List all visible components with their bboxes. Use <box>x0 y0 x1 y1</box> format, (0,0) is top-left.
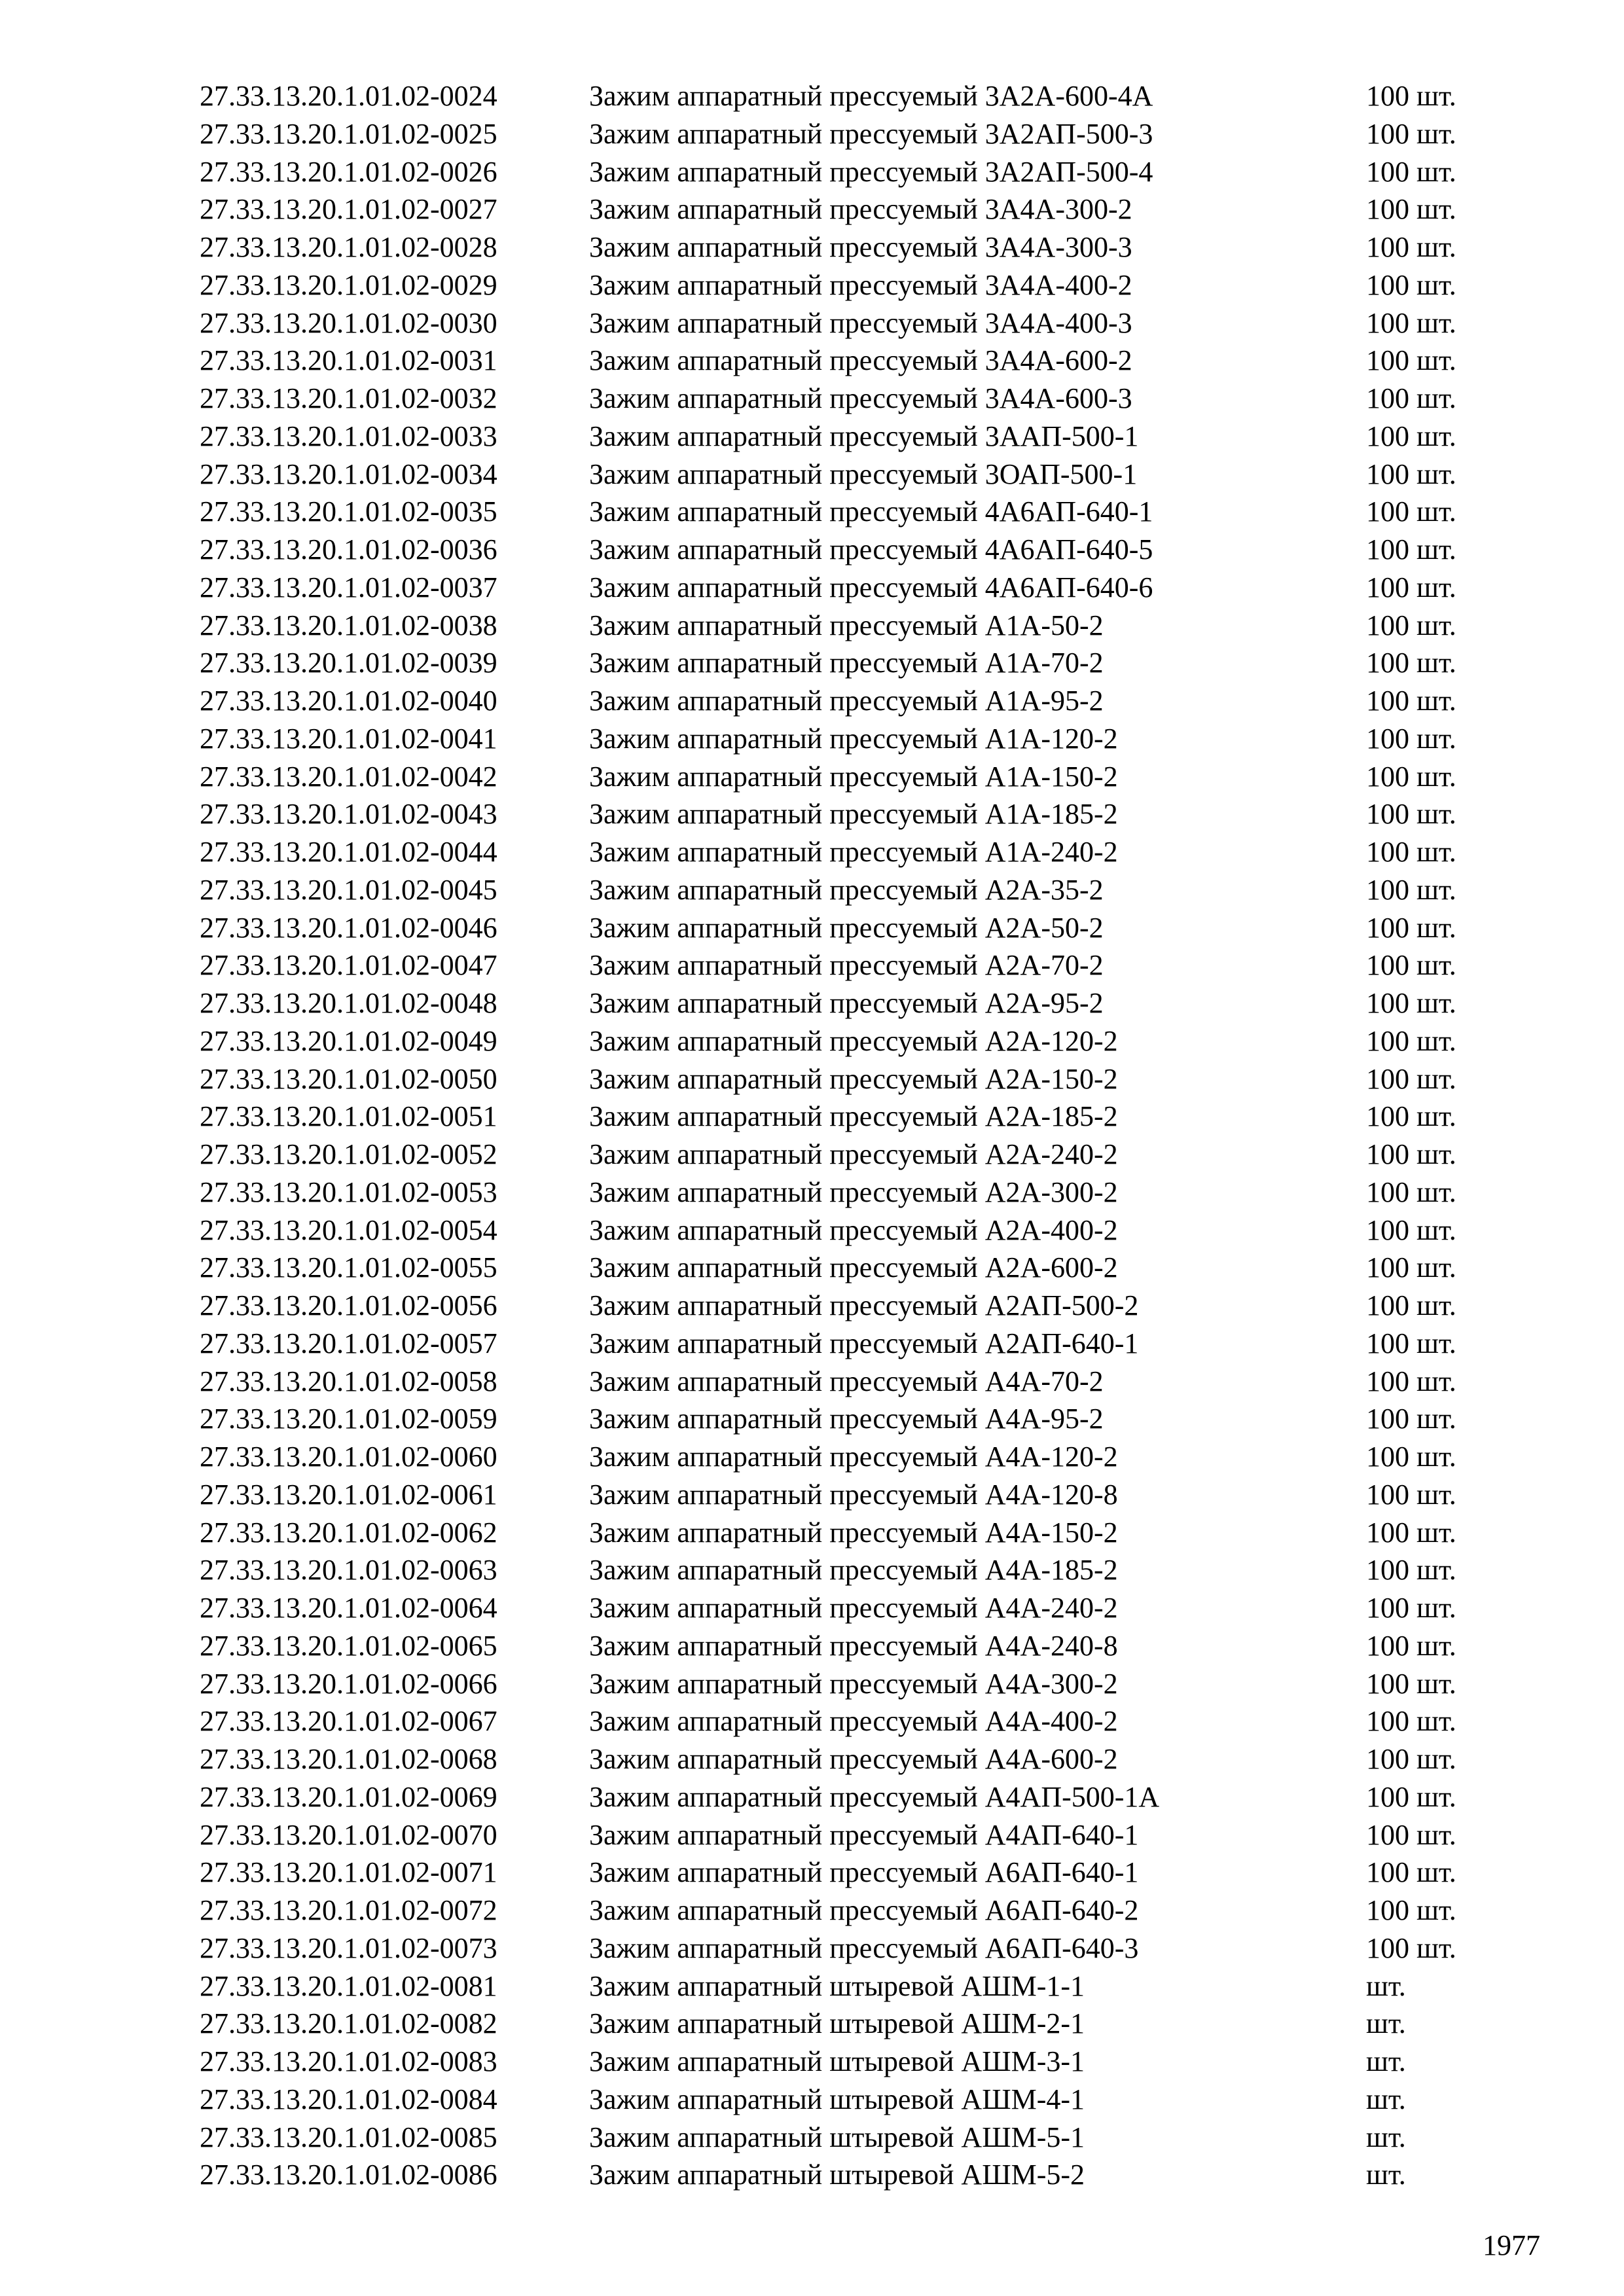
item-code: 27.33.13.20.1.01.02-0047 <box>200 949 497 982</box>
item-code: 27.33.13.20.1.01.02-0082 <box>200 2007 497 2040</box>
item-unit: 100 шт. <box>1366 1894 1456 1926</box>
item-unit: 100 шт. <box>1366 193 1456 226</box>
item-unit: 100 шт. <box>1366 760 1456 793</box>
item-description: Зажим аппаратный прессуемый А4А-70-2 <box>589 1365 1104 1397</box>
item-description: Зажим аппаратный прессуемый А2А-50-2 <box>589 911 1104 944</box>
item-unit: 100 шт. <box>1366 1931 1456 1964</box>
item-description: Зажим аппаратный прессуемый А4А-300-2 <box>589 1667 1118 1700</box>
item-description: Зажим аппаратный штыревой АШМ-4-1 <box>589 2083 1085 2115</box>
item-description: Зажим аппаратный прессуемый А4А-600-2 <box>589 1743 1118 1775</box>
item-unit: 100 шт. <box>1366 1403 1456 1435</box>
item-code: 27.33.13.20.1.01.02-0065 <box>200 1629 497 1662</box>
item-description: Зажим аппаратный прессуемый А2А-120-2 <box>589 1024 1118 1057</box>
item-unit: 100 шт. <box>1366 1856 1456 1889</box>
item-code: 27.33.13.20.1.01.02-0084 <box>200 2083 497 2115</box>
item-unit: 100 шт. <box>1366 873 1456 906</box>
item-code: 27.33.13.20.1.01.02-0051 <box>200 1100 497 1133</box>
item-description: Зажим аппаратный прессуемый А2А-185-2 <box>589 1100 1118 1133</box>
item-unit: 100 шт. <box>1366 1629 1456 1662</box>
item-unit: 100 шт. <box>1366 1667 1456 1700</box>
item-code: 27.33.13.20.1.01.02-0026 <box>200 155 497 188</box>
item-description: Зажим аппаратный прессуемый А1А-150-2 <box>589 760 1118 793</box>
item-code: 27.33.13.20.1.01.02-0066 <box>200 1667 497 1700</box>
item-description: Зажим аппаратный прессуемый 3А4А-300-3 <box>589 231 1132 263</box>
item-code: 27.33.13.20.1.01.02-0052 <box>200 1138 497 1170</box>
item-code: 27.33.13.20.1.01.02-0028 <box>200 231 497 263</box>
item-code: 27.33.13.20.1.01.02-0025 <box>200 117 497 150</box>
item-code: 27.33.13.20.1.01.02-0057 <box>200 1327 497 1359</box>
item-description: Зажим аппаратный прессуемый А1А-50-2 <box>589 609 1104 641</box>
item-unit: 100 шт. <box>1366 798 1456 831</box>
item-code: 27.33.13.20.1.01.02-0034 <box>200 457 497 490</box>
item-description: Зажим аппаратный прессуемый 3А4А-600-2 <box>589 344 1132 377</box>
item-code: 27.33.13.20.1.01.02-0062 <box>200 1516 497 1549</box>
item-code: 27.33.13.20.1.01.02-0043 <box>200 798 497 831</box>
item-unit: 100 шт. <box>1366 1100 1456 1133</box>
item-code: 27.33.13.20.1.01.02-0058 <box>200 1365 497 1397</box>
item-unit: 100 шт. <box>1366 836 1456 868</box>
item-description: Зажим аппаратный прессуемый 3А2АП-500-3 <box>589 117 1153 150</box>
item-unit: 100 шт. <box>1366 1554 1456 1587</box>
item-code: 27.33.13.20.1.01.02-0067 <box>200 1705 497 1738</box>
item-unit: шт. <box>1366 2007 1406 2040</box>
item-description: Зажим аппаратный прессуемый А2А-300-2 <box>589 1175 1118 1208</box>
item-description: Зажим аппаратный штыревой АШМ-3-1 <box>589 2045 1085 2077</box>
item-unit: 100 шт. <box>1366 1743 1456 1775</box>
item-code: 27.33.13.20.1.01.02-0056 <box>200 1289 497 1321</box>
item-description: Зажим аппаратный прессуемый А4А-95-2 <box>589 1403 1104 1435</box>
item-code: 27.33.13.20.1.01.02-0060 <box>200 1441 497 1473</box>
item-description: Зажим аппаратный штыревой АШМ-5-2 <box>589 2159 1085 2191</box>
item-unit: 100 шт. <box>1366 1138 1456 1170</box>
item-description: Зажим аппаратный прессуемый 3А4А-300-2 <box>589 193 1132 226</box>
item-code: 27.33.13.20.1.01.02-0086 <box>200 2159 497 2191</box>
item-code: 27.33.13.20.1.01.02-0037 <box>200 571 497 603</box>
item-code: 27.33.13.20.1.01.02-0050 <box>200 1062 497 1095</box>
item-unit: 100 шт. <box>1366 1289 1456 1321</box>
item-description: Зажим аппаратный прессуемый А4АП-640-1 <box>589 1818 1139 1851</box>
item-description: Зажим аппаратный прессуемый А2А-600-2 <box>589 1251 1118 1284</box>
item-description: Зажим аппаратный прессуемый 3ОАП-500-1 <box>589 457 1138 490</box>
item-unit: 100 шт. <box>1366 1175 1456 1208</box>
item-code: 27.33.13.20.1.01.02-0049 <box>200 1024 497 1057</box>
item-code: 27.33.13.20.1.01.02-0031 <box>200 344 497 377</box>
item-code: 27.33.13.20.1.01.02-0063 <box>200 1554 497 1587</box>
item-code: 27.33.13.20.1.01.02-0071 <box>200 1856 497 1889</box>
item-unit: 100 шт. <box>1366 80 1456 112</box>
item-description: Зажим аппаратный прессуемый 3А4А-600-3 <box>589 382 1132 414</box>
item-description: Зажим аппаратный прессуемый А2А-35-2 <box>589 873 1104 906</box>
item-unit: 100 шт. <box>1366 268 1456 301</box>
item-description: Зажим аппаратный прессуемый А2АП-500-2 <box>589 1289 1139 1321</box>
item-description: Зажим аппаратный прессуемый А4АП-500-1А <box>589 1780 1160 1813</box>
item-unit: 100 шт. <box>1366 533 1456 565</box>
item-code: 27.33.13.20.1.01.02-0033 <box>200 420 497 452</box>
item-unit: 100 шт. <box>1366 1365 1456 1397</box>
item-unit: 100 шт. <box>1366 1251 1456 1284</box>
item-description: Зажим аппаратный штыревой АШМ-1-1 <box>589 1969 1085 2002</box>
item-code: 27.33.13.20.1.01.02-0055 <box>200 1251 497 1284</box>
item-code: 27.33.13.20.1.01.02-0041 <box>200 722 497 755</box>
item-description: Зажим аппаратный прессуемый А6АП-640-1 <box>589 1856 1139 1889</box>
item-unit: 100 шт. <box>1366 1592 1456 1624</box>
item-description: Зажим аппаратный прессуемый А4А-240-8 <box>589 1629 1118 1662</box>
item-code: 27.33.13.20.1.01.02-0040 <box>200 685 497 717</box>
item-description: Зажим аппаратный прессуемый А2АП-640-1 <box>589 1327 1139 1359</box>
item-unit: 100 шт. <box>1366 495 1456 528</box>
item-unit: 100 шт. <box>1366 306 1456 339</box>
item-unit: 100 шт. <box>1366 1478 1456 1511</box>
item-description: Зажим аппаратный прессуемый А2А-240-2 <box>589 1138 1118 1170</box>
item-unit: шт. <box>1366 2045 1406 2077</box>
item-unit: 100 шт. <box>1366 1705 1456 1738</box>
item-description: Зажим аппаратный прессуемый А1А-240-2 <box>589 836 1118 868</box>
item-description: Зажим аппаратный прессуемый А4А-185-2 <box>589 1554 1118 1587</box>
item-code: 27.33.13.20.1.01.02-0027 <box>200 193 497 226</box>
item-description: Зажим аппаратный прессуемый А1А-70-2 <box>589 647 1104 679</box>
item-unit: 100 шт. <box>1366 1516 1456 1549</box>
item-unit: 100 шт. <box>1366 1818 1456 1851</box>
item-description: Зажим аппаратный прессуемый А4А-120-8 <box>589 1478 1118 1511</box>
item-unit: 100 шт. <box>1366 1062 1456 1095</box>
item-code: 27.33.13.20.1.01.02-0073 <box>200 1931 497 1964</box>
item-unit: 100 шт. <box>1366 1213 1456 1246</box>
item-description: Зажим аппаратный прессуемый 4А6АП-640-6 <box>589 571 1153 603</box>
item-code: 27.33.13.20.1.01.02-0044 <box>200 836 497 868</box>
item-unit: шт. <box>1366 2159 1406 2191</box>
item-description: Зажим аппаратный прессуемый 3А4А-400-3 <box>589 306 1132 339</box>
item-unit: 100 шт. <box>1366 1327 1456 1359</box>
item-description: Зажим аппаратный прессуемый А6АП-640-2 <box>589 1894 1139 1926</box>
item-description: Зажим аппаратный прессуемый А2А-150-2 <box>589 1062 1118 1095</box>
item-code: 27.33.13.20.1.01.02-0064 <box>200 1592 497 1624</box>
item-code: 27.33.13.20.1.01.02-0054 <box>200 1213 497 1246</box>
item-unit: 100 шт. <box>1366 1024 1456 1057</box>
item-description: Зажим аппаратный прессуемый 3ААП-500-1 <box>589 420 1139 452</box>
item-code: 27.33.13.20.1.01.02-0042 <box>200 760 497 793</box>
item-unit: 100 шт. <box>1366 1441 1456 1473</box>
item-description: Зажим аппаратный прессуемый А2А-400-2 <box>589 1213 1118 1246</box>
item-code: 27.33.13.20.1.01.02-0085 <box>200 2121 497 2153</box>
item-code: 27.33.13.20.1.01.02-0053 <box>200 1175 497 1208</box>
item-description: Зажим аппаратный прессуемый А2А-70-2 <box>589 949 1104 982</box>
item-unit: 100 шт. <box>1366 609 1456 641</box>
item-code: 27.33.13.20.1.01.02-0024 <box>200 80 497 112</box>
item-code: 27.33.13.20.1.01.02-0030 <box>200 306 497 339</box>
item-unit: 100 шт. <box>1366 155 1456 188</box>
item-description: Зажим аппаратный прессуемый А1А-95-2 <box>589 685 1104 717</box>
item-code: 27.33.13.20.1.01.02-0035 <box>200 495 497 528</box>
item-code: 27.33.13.20.1.01.02-0068 <box>200 1743 497 1775</box>
item-unit: 100 шт. <box>1366 457 1456 490</box>
item-unit: шт. <box>1366 2083 1406 2115</box>
item-code: 27.33.13.20.1.01.02-0045 <box>200 873 497 906</box>
item-code: 27.33.13.20.1.01.02-0081 <box>200 1969 497 2002</box>
item-code: 27.33.13.20.1.01.02-0036 <box>200 533 497 565</box>
item-code: 27.33.13.20.1.01.02-0032 <box>200 382 497 414</box>
item-description: Зажим аппаратный прессуемый А4А-120-2 <box>589 1441 1118 1473</box>
item-description: Зажим аппаратный прессуемый 3А2А-600-4А <box>589 80 1153 112</box>
item-unit: 100 шт. <box>1366 911 1456 944</box>
item-unit: 100 шт. <box>1366 231 1456 263</box>
item-description: Зажим аппаратный прессуемый 3А4А-400-2 <box>589 268 1132 301</box>
item-description: Зажим аппаратный прессуемый 4А6АП-640-5 <box>589 533 1153 565</box>
item-code: 27.33.13.20.1.01.02-0083 <box>200 2045 497 2077</box>
item-code: 27.33.13.20.1.01.02-0048 <box>200 987 497 1019</box>
item-code: 27.33.13.20.1.01.02-0038 <box>200 609 497 641</box>
item-description: Зажим аппаратный прессуемый А4А-400-2 <box>589 1705 1118 1738</box>
item-unit: 100 шт. <box>1366 1780 1456 1813</box>
item-unit: 100 шт. <box>1366 949 1456 982</box>
item-description: Зажим аппаратный прессуемый А4А-150-2 <box>589 1516 1118 1549</box>
item-code: 27.33.13.20.1.01.02-0069 <box>200 1780 497 1813</box>
item-code: 27.33.13.20.1.01.02-0059 <box>200 1403 497 1435</box>
item-unit: 100 шт. <box>1366 117 1456 150</box>
item-code: 27.33.13.20.1.01.02-0029 <box>200 268 497 301</box>
item-description: Зажим аппаратный прессуемый А6АП-640-3 <box>589 1931 1139 1964</box>
item-description: Зажим аппаратный прессуемый А4А-240-2 <box>589 1592 1118 1624</box>
item-code: 27.33.13.20.1.01.02-0039 <box>200 647 497 679</box>
item-description: Зажим аппаратный прессуемый А2А-95-2 <box>589 987 1104 1019</box>
item-description: Зажим аппаратный штыревой АШМ-2-1 <box>589 2007 1085 2040</box>
item-unit: 100 шт. <box>1366 685 1456 717</box>
item-code: 27.33.13.20.1.01.02-0046 <box>200 911 497 944</box>
item-code: 27.33.13.20.1.01.02-0070 <box>200 1818 497 1851</box>
item-unit: 100 шт. <box>1366 647 1456 679</box>
item-unit: 100 шт. <box>1366 571 1456 603</box>
item-description: Зажим аппаратный прессуемый А1А-185-2 <box>589 798 1118 831</box>
item-description: Зажим аппаратный прессуемый А1А-120-2 <box>589 722 1118 755</box>
item-unit: шт. <box>1366 1969 1406 2002</box>
item-description: Зажим аппаратный прессуемый 4А6АП-640-1 <box>589 495 1153 528</box>
item-unit: 100 шт. <box>1366 344 1456 377</box>
item-unit: 100 шт. <box>1366 722 1456 755</box>
item-code: 27.33.13.20.1.01.02-0061 <box>200 1478 497 1511</box>
page-number: 1977 <box>1483 2229 1540 2261</box>
item-code: 27.33.13.20.1.01.02-0072 <box>200 1894 497 1926</box>
item-unit: 100 шт. <box>1366 420 1456 452</box>
item-unit: шт. <box>1366 2121 1406 2153</box>
item-description: Зажим аппаратный прессуемый 3А2АП-500-4 <box>589 155 1153 188</box>
item-unit: 100 шт. <box>1366 987 1456 1019</box>
item-unit: 100 шт. <box>1366 382 1456 414</box>
item-description: Зажим аппаратный штыревой АШМ-5-1 <box>589 2121 1085 2153</box>
